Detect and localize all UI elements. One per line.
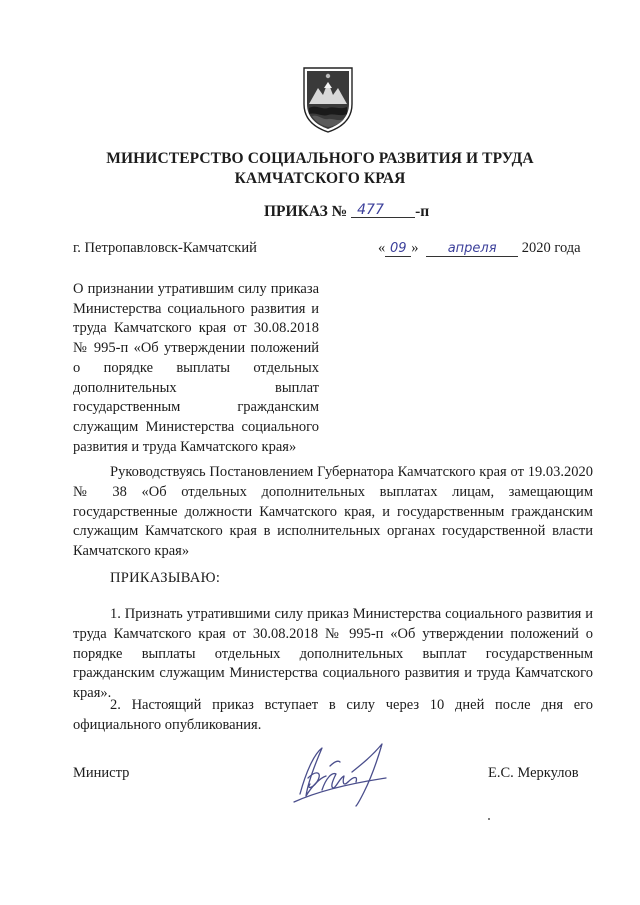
- orders-heading: ПРИКАЗЫВАЮ:: [110, 570, 221, 586]
- order-suffix: -п: [415, 203, 430, 220]
- coat-of-arms-icon: [300, 64, 356, 134]
- date-month: апреля: [426, 242, 518, 257]
- date-close-quote: »: [411, 240, 419, 256]
- signatory-position: Министр: [73, 765, 130, 781]
- legal-basis-paragraph: Руководствуясь Постановлением Губернатора Камчатского края от 19.03.2020 № 38 «Об отдельных дополнительных выплатах лицам, замещающим государственные должности Камчатского края, и государственным гражданским служащим Камчатского края в исполнительных органах государственной власти Камчатского края»: [73, 464, 593, 560]
- order-line: [264, 203, 464, 221]
- ministry-name-line1: МИНИСТЕРСТВО СОЦИАЛЬНОГО РАЗВИТИЯ И ТРУДА: [106, 150, 534, 167]
- signatory-name: Е.С. Меркулов: [488, 765, 579, 781]
- handwritten-signature: [286, 732, 396, 812]
- date-day: 09: [385, 242, 411, 257]
- ministry-name-line2: КАМЧАТСКОГО КРАЯ: [234, 170, 406, 187]
- scan-speck: [488, 818, 490, 820]
- order-title: О признании утратившим силу приказа Министерства социального развития и труда Камчатского края от 30.08.2018 № 995-п «Об утверждении положений о порядке выплаты отдельных дополнительных выплат государственным гражданским служащим Министерства социального развития и труда Камчатского края»: [73, 281, 319, 455]
- date-open-quote: «: [378, 240, 386, 256]
- order-date: [378, 240, 581, 257]
- order-item-1: 1. Признать утратившими силу приказ Министерства социального развития и труда Камчатского края от 30.08.2018 № 995-п «Об утверждении положений о порядке выплаты отдельных дополнительных выплат государственным гражданским служащим Министерства социального развития и труда Камчатского края».: [73, 606, 593, 702]
- order-number: 477: [351, 203, 415, 218]
- place-of-issue: г. Петропавловск-Камчатский: [73, 240, 257, 256]
- date-year: 2020 года: [521, 240, 581, 256]
- order-label: ПРИКАЗ №: [264, 203, 348, 220]
- order-item-2: 2. Настоящий приказ вступает в силу через 10 дней после дня его официального опубликования.: [73, 697, 593, 733]
